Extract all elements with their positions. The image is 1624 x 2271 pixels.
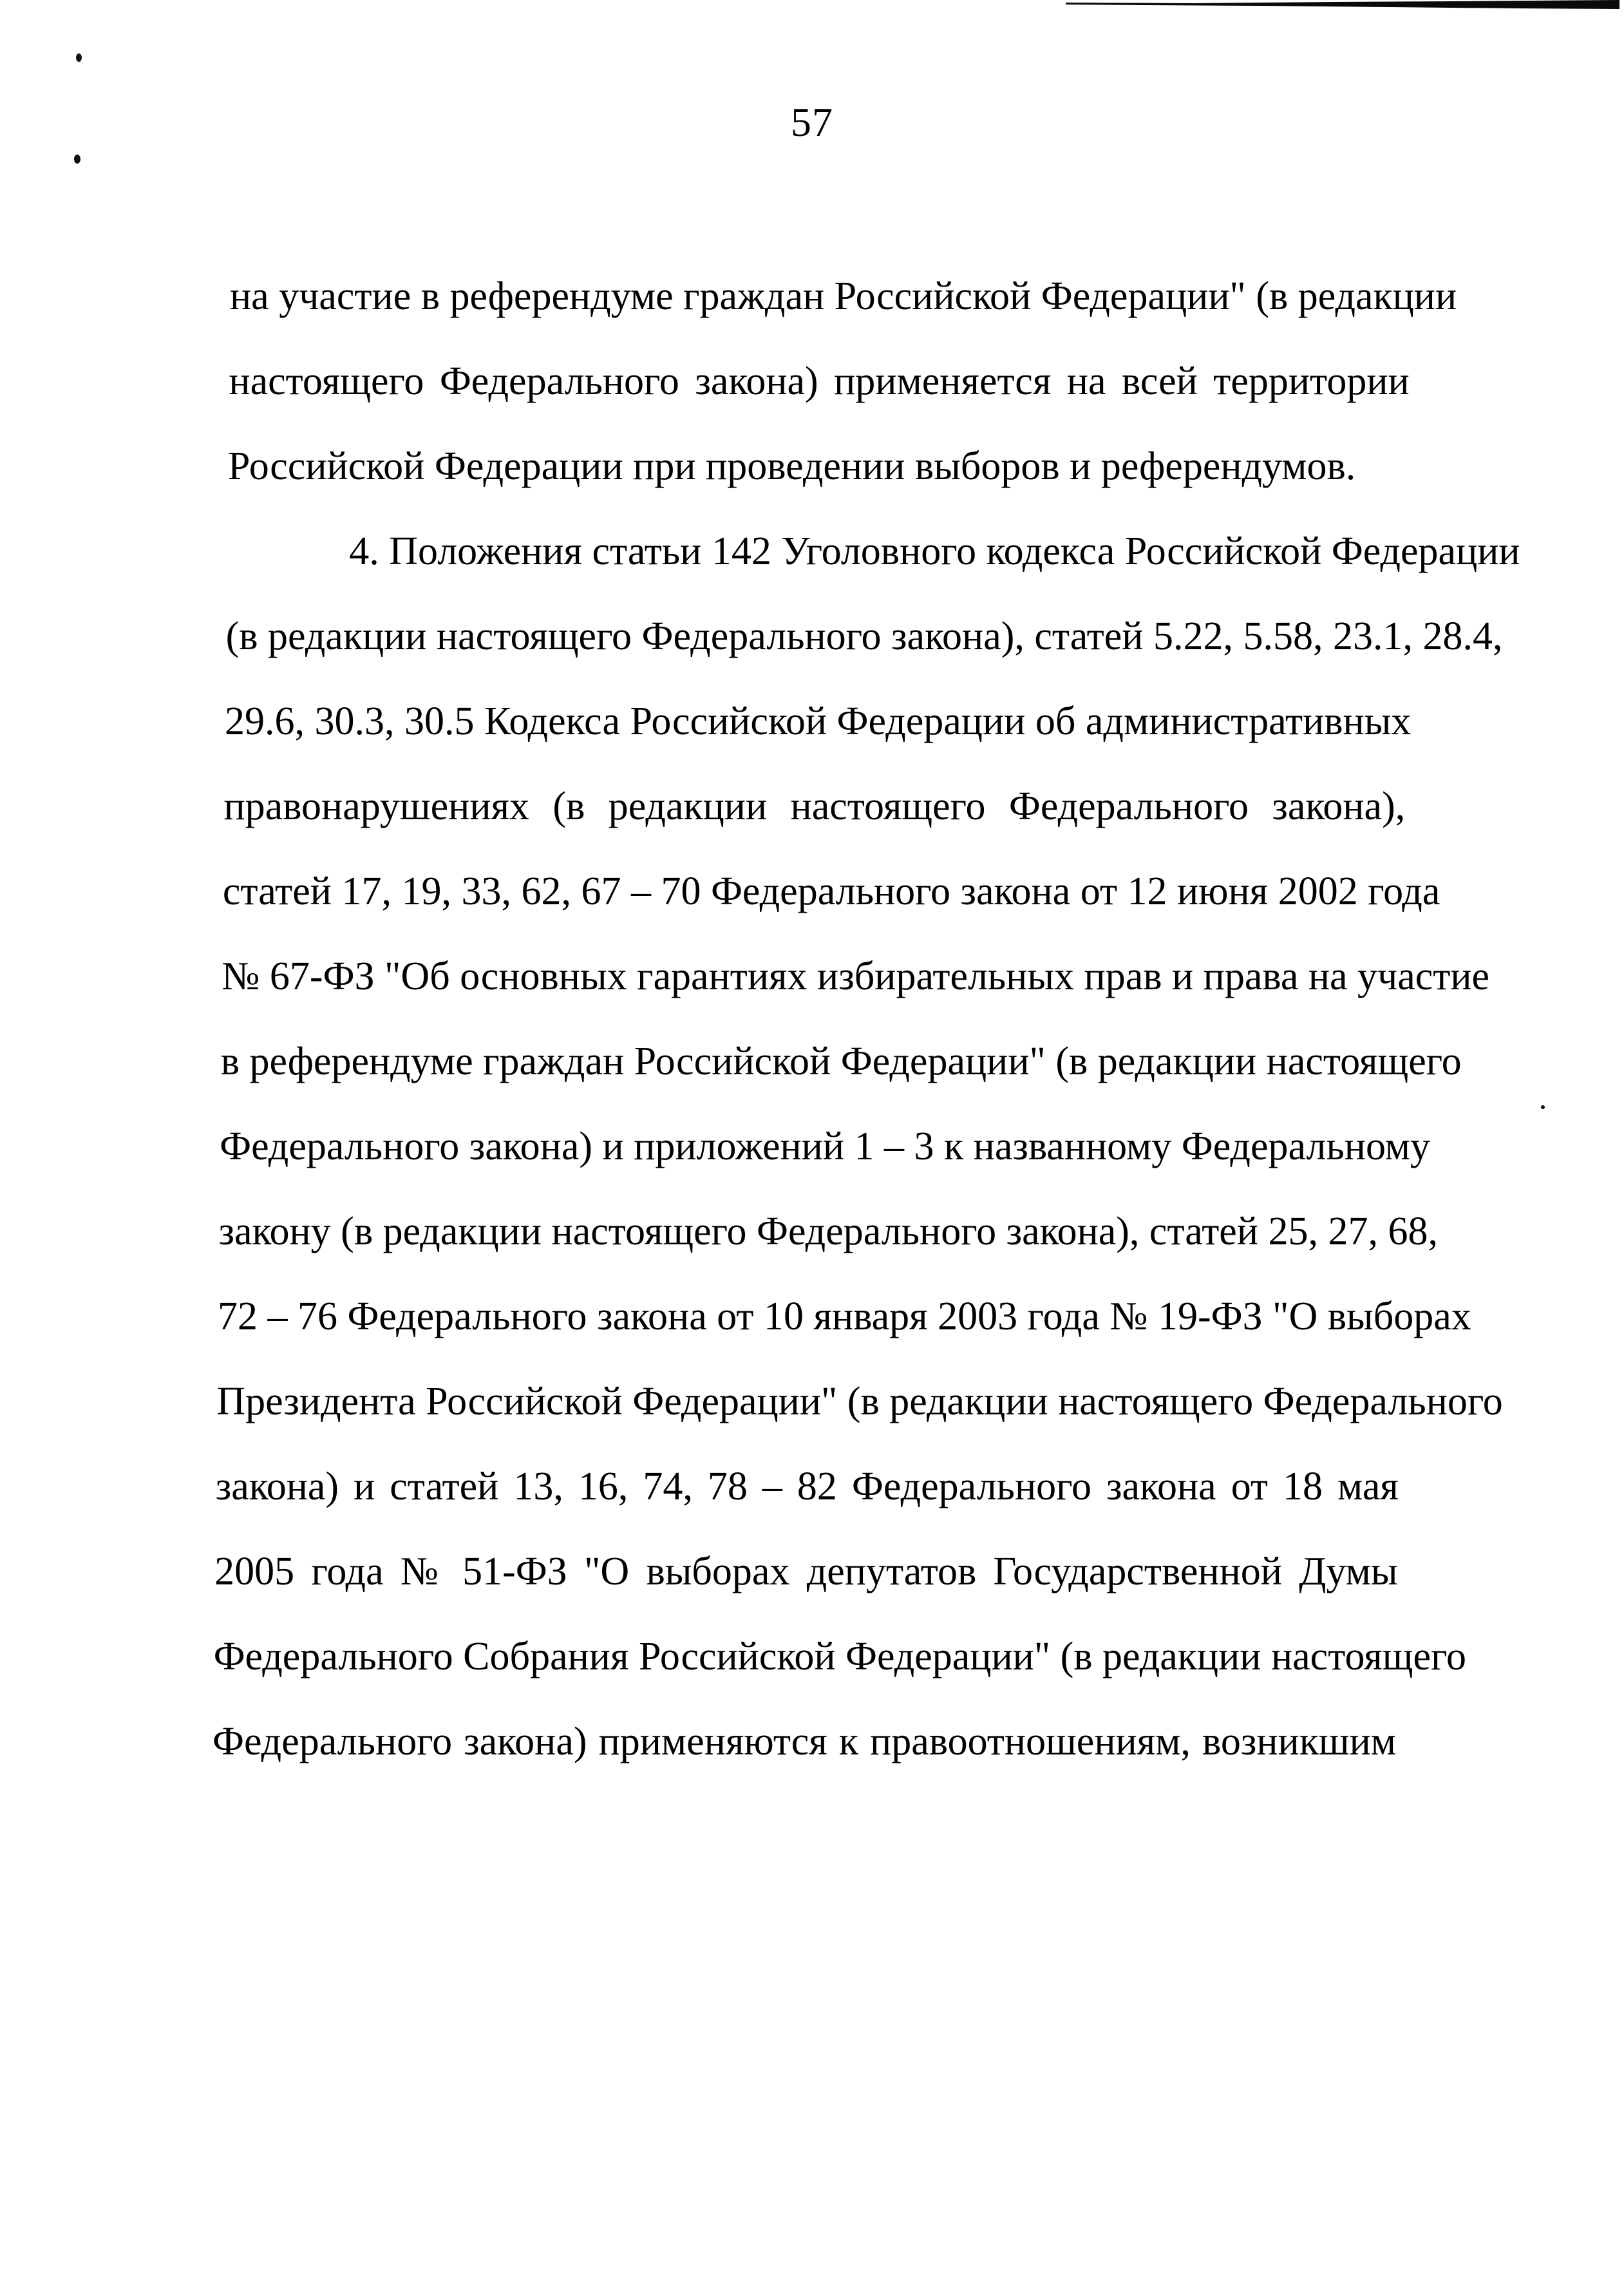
- text-line: Президента Российской Федерации" (в редакции настоящего Федерального: [216, 1380, 1503, 1423]
- scan-speck: [1541, 1105, 1545, 1109]
- text-line: статей 17, 19, 33, 62, 67 – 70 Федерального закона от 12 июня 2002 года: [222, 869, 1440, 913]
- text-line: Федерального Собрания Российской Федерации" (в редакции настоящего: [213, 1635, 1466, 1678]
- text-line: 2005 года № 51-ФЗ "О выборах депутатов Государственной Думы: [214, 1550, 1398, 1593]
- scan-edge-bar: [1066, 0, 1619, 10]
- text-line: Федерального закона) применяются к правоотношениям, возникшим: [212, 1720, 1396, 1763]
- text-line: на участие в референдуме граждан Российской Федерации" (в редакции: [230, 274, 1457, 318]
- text-line: в референдуме граждан Российской Федерации" (в редакции настоящего: [220, 1040, 1462, 1083]
- text-line: настоящего Федерального закона) применяется на всей территории: [229, 359, 1410, 403]
- text-line: (в редакции настоящего Федерального закона), статей 5.22, 5.58, 23.1, 28.4,: [225, 614, 1503, 658]
- text-line: № 67-ФЗ "Об основных гарантиях избирательных прав и права на участие: [222, 955, 1490, 998]
- text-line: 72 – 76 Федерального закона от 10 января 2003 года № 19-ФЗ "О выборах: [217, 1295, 1471, 1338]
- text-line: Российской Федерации при проведении выборов и референдумов.: [227, 444, 1356, 488]
- text-line: закона) и статей 13, 16, 74, 78 – 82 Федерального закона от 18 мая: [215, 1465, 1399, 1508]
- scan-speck: [74, 155, 80, 164]
- text-line: Федерального закона) и приложений 1 – 3 к названному Федеральному: [220, 1125, 1430, 1168]
- paragraph-first-line: 4. Положения статьи 142 Уголовного кодекса Российской Федерации: [349, 529, 1520, 573]
- text-line: правонарушениях (в редакции настоящего Федерального закона),: [223, 784, 1406, 828]
- text-line: 29.6, 30.3, 30.5 Кодекса Российской Федерации об административных: [225, 699, 1412, 743]
- scan-speck: [76, 53, 82, 62]
- text-line: закону (в редакции настоящего Федерального закона), статей 25, 27, 68,: [218, 1210, 1438, 1253]
- page-number: 57: [791, 99, 833, 145]
